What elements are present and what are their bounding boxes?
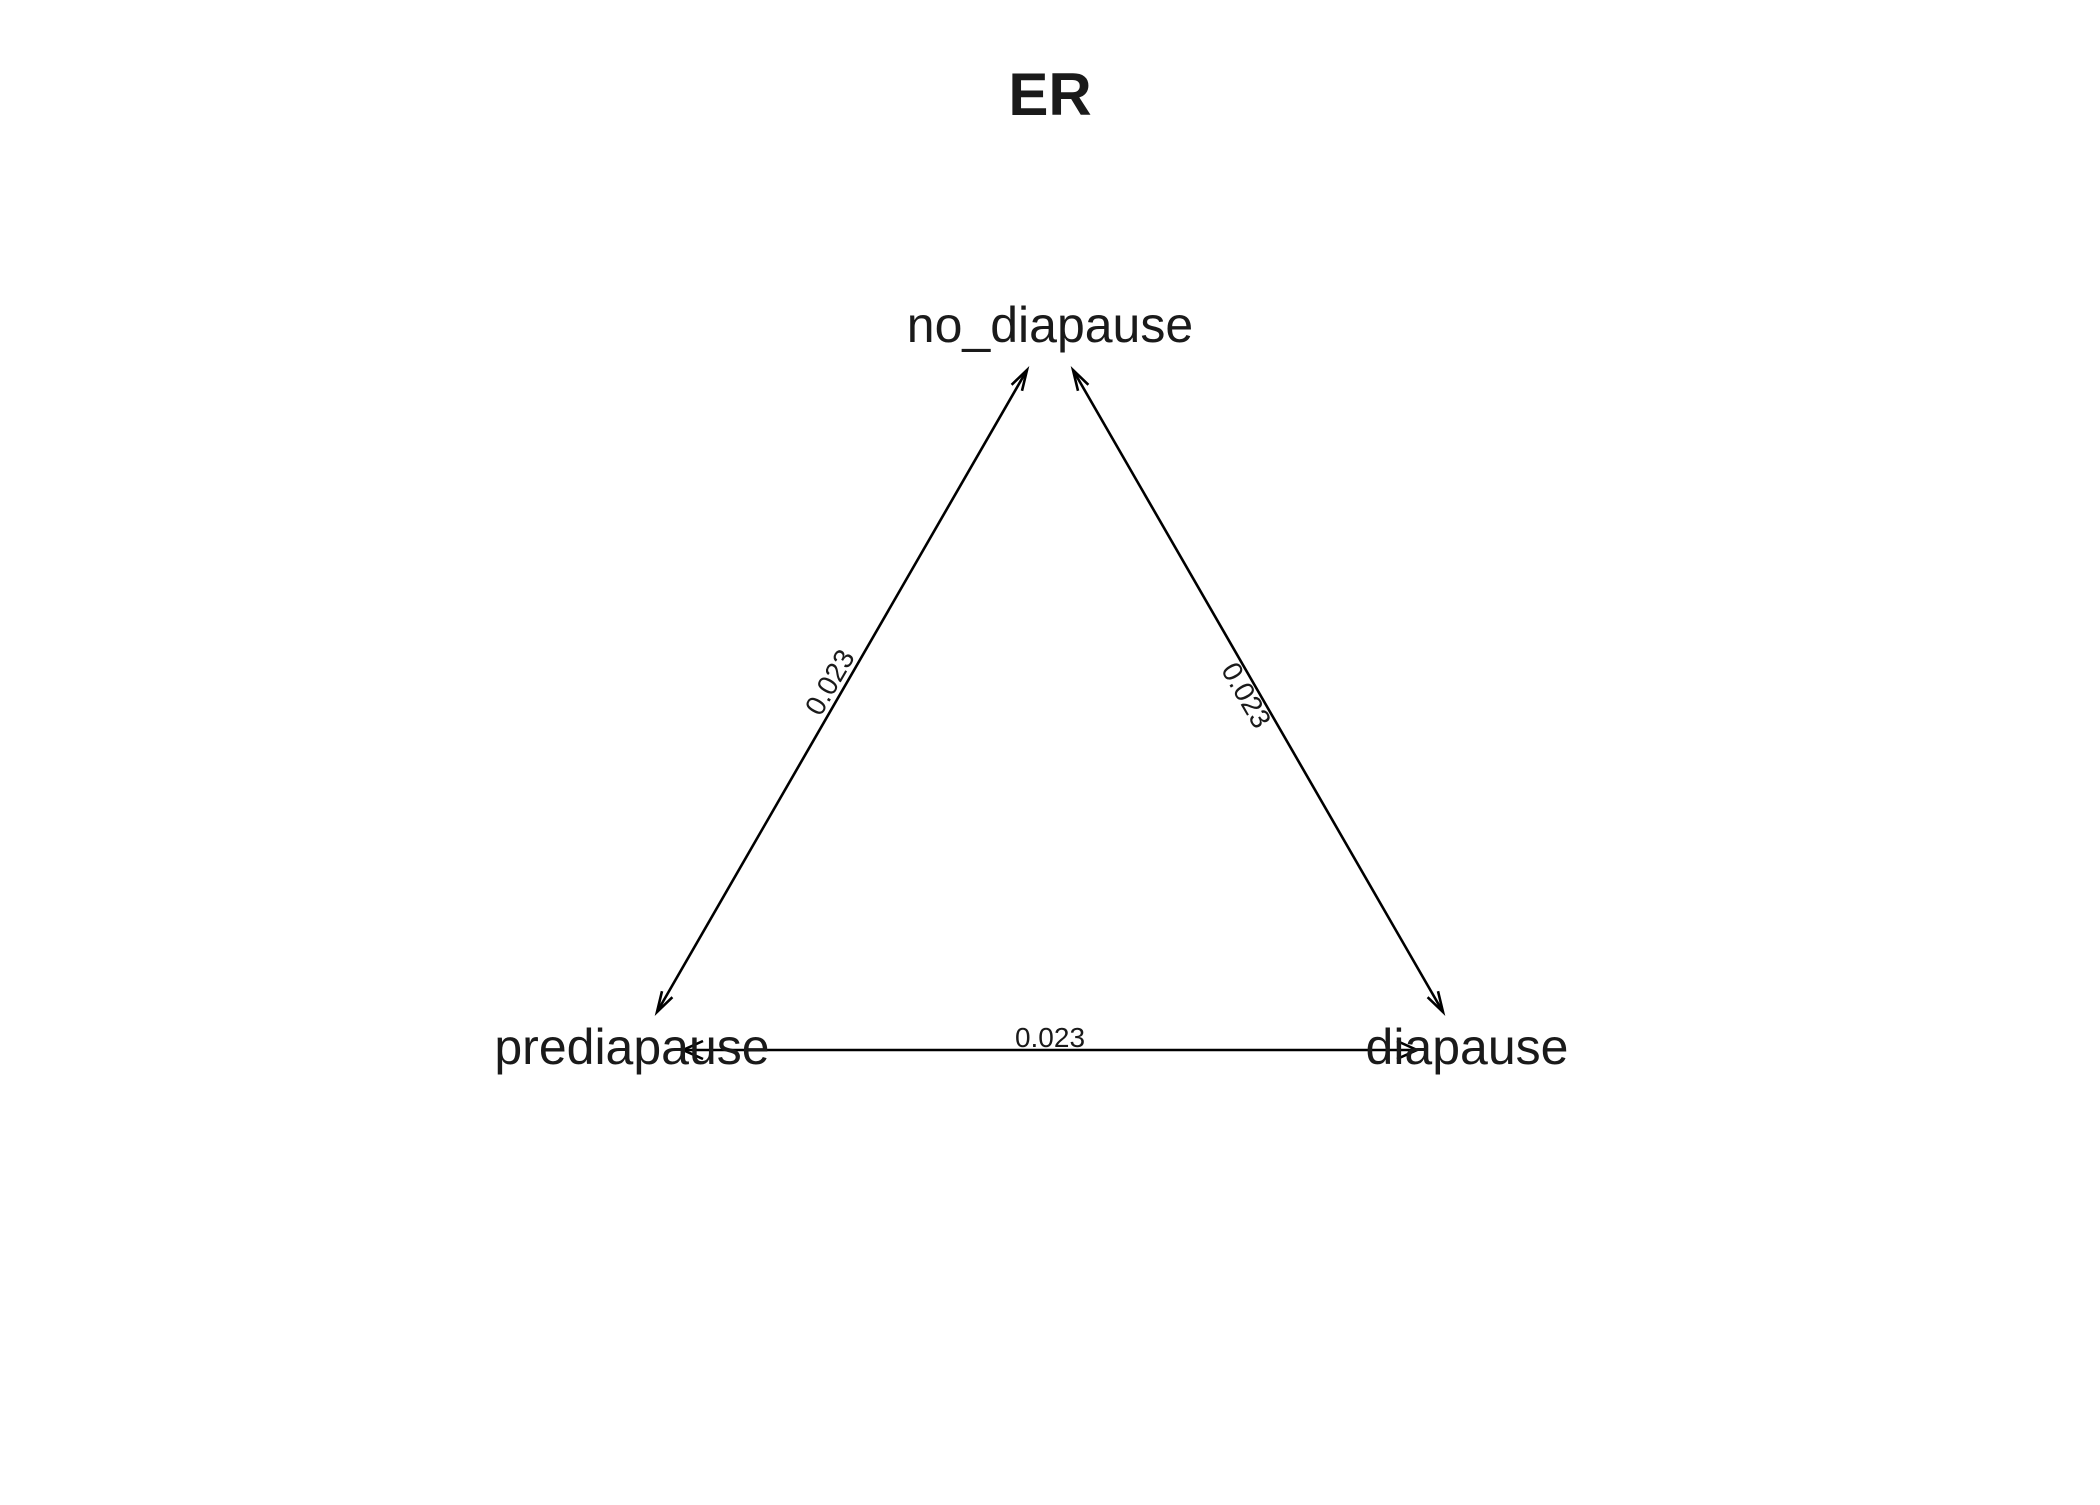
node-diapause: diapause (1365, 1019, 1569, 1075)
edge-prediapause-diapause (683, 1022, 1417, 1059)
edge-no-diapause-diapause (1073, 370, 1443, 1012)
arrowhead (657, 991, 672, 1012)
diagram-title: ER (1008, 61, 1092, 128)
edge-rate-label: 0.023 (1014, 1022, 1086, 1053)
arrowhead (1012, 370, 1027, 391)
node-no-diapause: no_diapause (906, 297, 1194, 353)
edge-rate-label: 0.023 (1215, 657, 1278, 734)
node-prediapause: prediapause (494, 1019, 770, 1075)
edge-rate-label: 0.023 (798, 644, 861, 721)
arrowhead (1428, 991, 1443, 1012)
arrowhead (1073, 370, 1088, 391)
edge-prediapause-no-diapause (657, 370, 1027, 1012)
